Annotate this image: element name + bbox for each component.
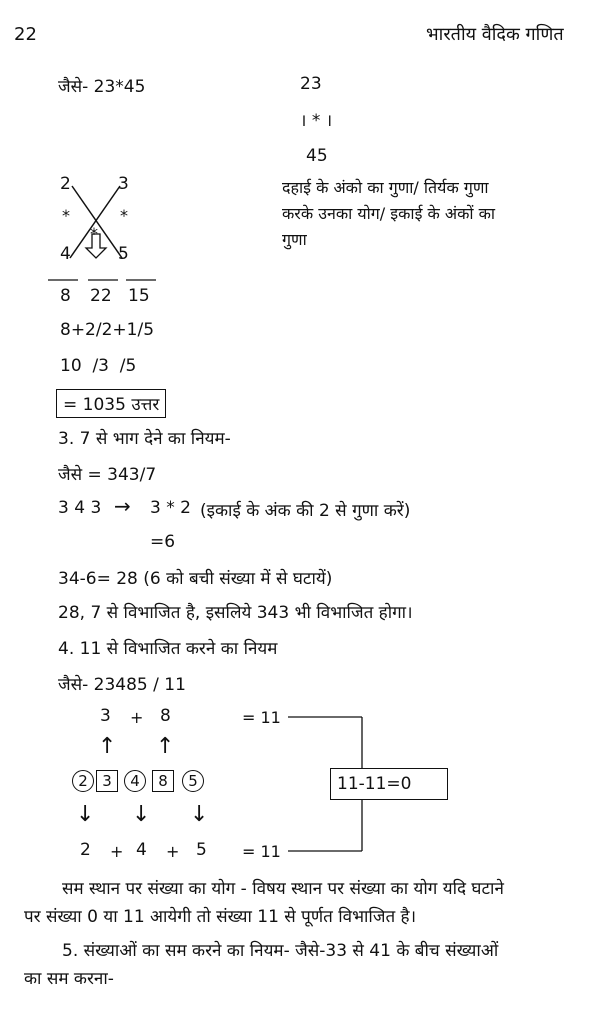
stack-mid: । * । — [300, 111, 333, 131]
partial-3: 15 — [128, 286, 150, 306]
rule7-eq: =6 — [150, 532, 176, 552]
rule5-line1: 5. संख्याओं का सम करने का नियम- जैसे-33 से 41 के बीच संख्याओं — [62, 941, 499, 961]
digit-square-1: 3 — [96, 770, 118, 792]
bottom-sum-plus1: + — [110, 842, 124, 861]
top-sum-b: 8 — [160, 706, 171, 726]
rule7-example: जैसे = 343/7 — [58, 465, 157, 485]
cross-tr: 3 — [118, 174, 129, 194]
bottom-sum-a: 2 — [80, 840, 91, 860]
step1: 8+2/2+1/5 — [60, 320, 155, 340]
cross-mr: * — [120, 206, 128, 225]
cross-tl: 2 — [60, 174, 71, 194]
stack-top: 23 — [300, 74, 322, 94]
running-title: भारतीय वैदिक गणित — [426, 24, 564, 45]
rule7-title: 3. 7 से भाग देने का नियम- — [58, 429, 231, 449]
top-sum-plus: + — [130, 708, 144, 727]
desc-line1: दहाई के अंको का गुणा/ तिर्यक गुणा — [282, 178, 489, 197]
rule7-digits: 3 4 3 — [58, 498, 102, 518]
explain-line1: सम स्थान पर संख्या का योग - विषय स्थान पर संख्या का योग यदि घटाने — [62, 879, 504, 899]
down-arrow-2: ↓ — [132, 802, 151, 827]
bottom-sum-b: 4 — [136, 840, 147, 860]
answer-box: = 1035 उत्तर — [56, 389, 166, 418]
page-number: 22 — [14, 24, 37, 45]
explain-line2: पर संख्या 0 या 11 आयेगी तो संख्या 11 से पूर्णत विभाजित है। — [24, 907, 417, 927]
cross-br: 5 — [118, 244, 129, 264]
step2: 10 /3 /5 — [60, 356, 137, 376]
up-arrow-1: ↑ — [98, 734, 117, 759]
cross-ml: * — [62, 206, 70, 225]
rule5-line2: का सम करना- — [24, 969, 114, 989]
bottom-sum-c: 5 — [196, 840, 207, 860]
rule7-note: (इकाई के अंक की 2 से गुणा करें) — [200, 501, 411, 521]
digit-row — [72, 770, 204, 792]
top-sum-a: 3 — [100, 706, 111, 726]
down-arrow-3: ↓ — [190, 802, 209, 827]
up-arrow-2: ↑ — [156, 734, 175, 759]
desc-line2: करके उनका योग/ इकाई के अंकों का — [282, 204, 496, 223]
digit-circle-1: 2 — [72, 770, 94, 792]
result-box: 11-11=0 — [330, 768, 448, 800]
rule11-title: 4. 11 से विभाजित करने का नियम — [58, 639, 278, 659]
bottom-sum-eq: = 11 — [242, 842, 281, 861]
example1-label: जैसे- 23*45 — [58, 77, 146, 97]
top-sum-eq: = 11 — [242, 708, 281, 727]
rule7-arrow: → — [114, 494, 131, 518]
rule7-step: 34-6= 28 (6 को बची संख्या में से घटायें) — [58, 569, 333, 589]
rule7-conclusion: 28, 7 से विभाजित है, इसलिये 343 भी विभाजित होगा। — [58, 603, 413, 623]
cross-mc: * — [90, 224, 98, 243]
rule11-example: जैसे- 23485 / 11 — [58, 675, 186, 695]
digit-square-2: 8 — [152, 770, 174, 792]
stack-bottom: 45 — [306, 146, 328, 166]
bottom-sum-plus2: + — [166, 842, 180, 861]
cross-bl: 4 — [60, 244, 71, 264]
partial-1: 8 — [60, 286, 71, 306]
digit-circle-3: 5 — [182, 770, 204, 792]
digit-circle-2: 4 — [124, 770, 146, 792]
down-arrow-1: ↓ — [76, 802, 95, 827]
partial-2: 22 — [90, 286, 112, 306]
desc-line3: गुणा — [282, 230, 307, 249]
rule7-op: 3 * 2 — [150, 498, 191, 518]
